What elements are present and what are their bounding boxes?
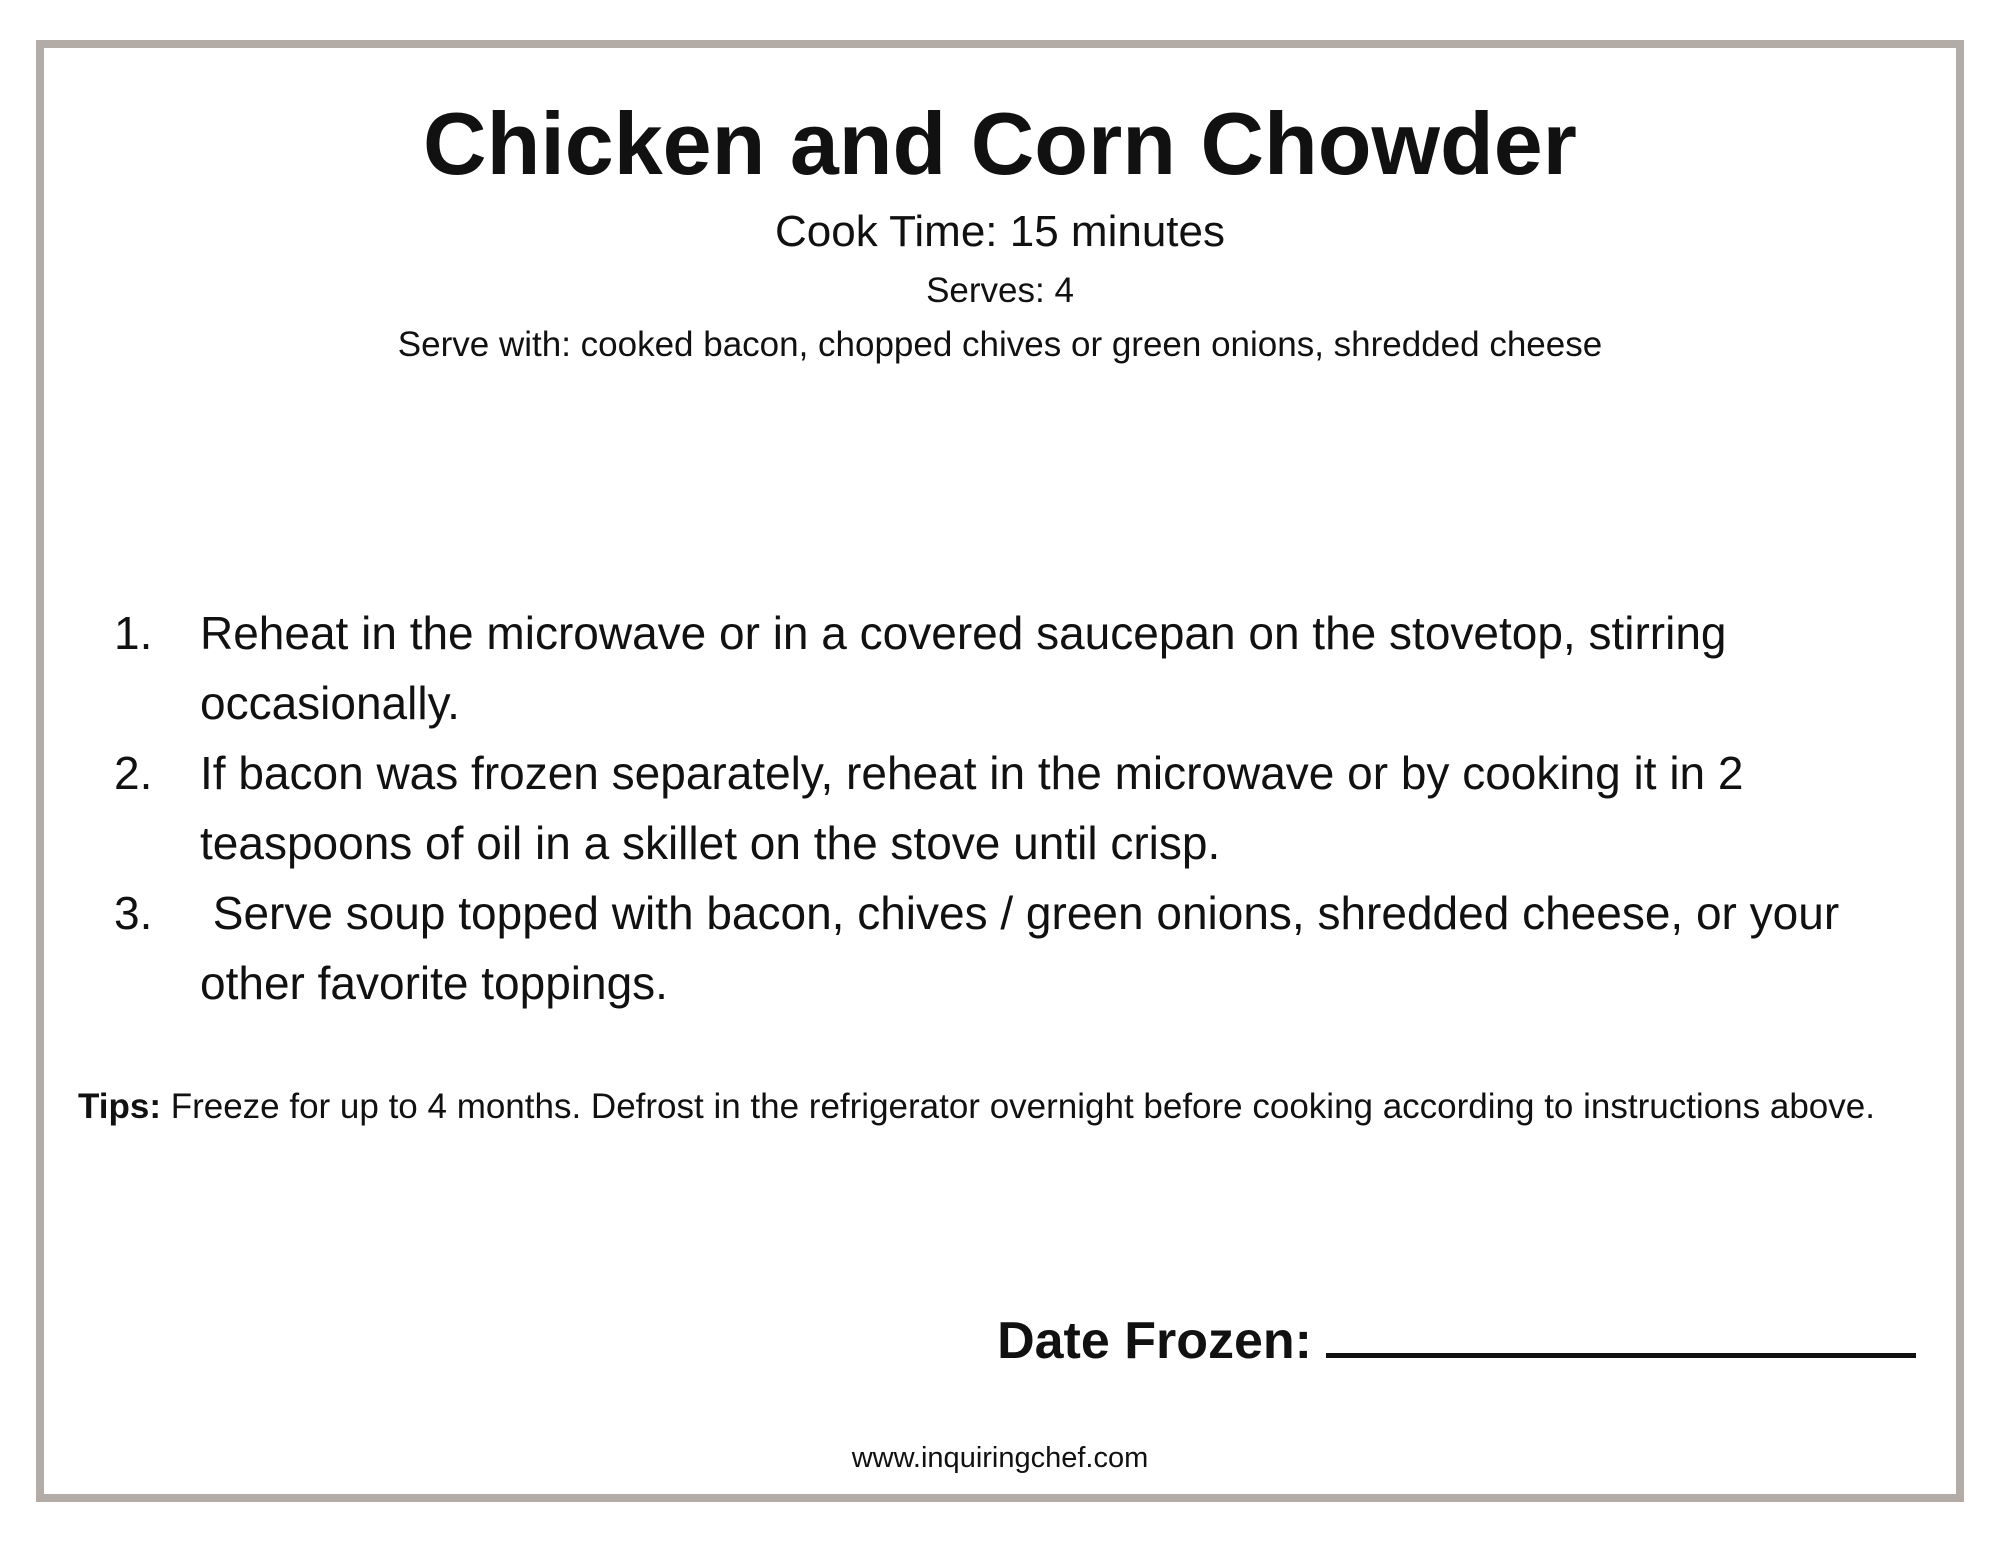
recipe-card	[36, 40, 1964, 1502]
step-text: If bacon was frozen separately, reheat in the microwave or by cooking it in 2 teaspoons of oil in a skillet on the stove until crisp.	[200, 747, 1744, 869]
serves-count: Serves: 4	[926, 271, 1074, 310]
cook-time: Cook Time: 15 minutes	[775, 207, 1225, 256]
step-item	[114, 878, 1914, 1018]
tips-text: Freeze for up to 4 months. Defrost in the refrigerator overnight before cooking according to instructions above.	[160, 1087, 1875, 1126]
recipe-title: Chicken and Corn Chowder	[423, 94, 1577, 193]
footer-url: www.inquiringchef.com	[851, 1442, 1149, 1474]
tips-label: Tips:	[78, 1087, 161, 1126]
step-text: Reheat in the microwave or in a covered saucepan on the stovetop, stirring occasionally.	[200, 607, 1727, 729]
reheat-steps	[114, 598, 1914, 1018]
step-item	[114, 738, 1914, 878]
serve-with: Serve with: cooked bacon, chopped chives or green onions, shredded cheese	[397, 325, 1603, 364]
date-frozen-blank-line	[1326, 1353, 1916, 1358]
date-frozen	[997, 1310, 1916, 1372]
date-frozen-label: Date Frozen:	[997, 1312, 1312, 1370]
step-text: Serve soup topped with bacon, chives / green onions, shredded cheese, or your other favorite toppings.	[200, 887, 1852, 1009]
step-number: 1.	[114, 607, 153, 659]
step-number: 2.	[114, 747, 153, 799]
step-number: 3.	[114, 887, 153, 939]
tips	[78, 1080, 1948, 1133]
step-item	[114, 598, 1914, 738]
